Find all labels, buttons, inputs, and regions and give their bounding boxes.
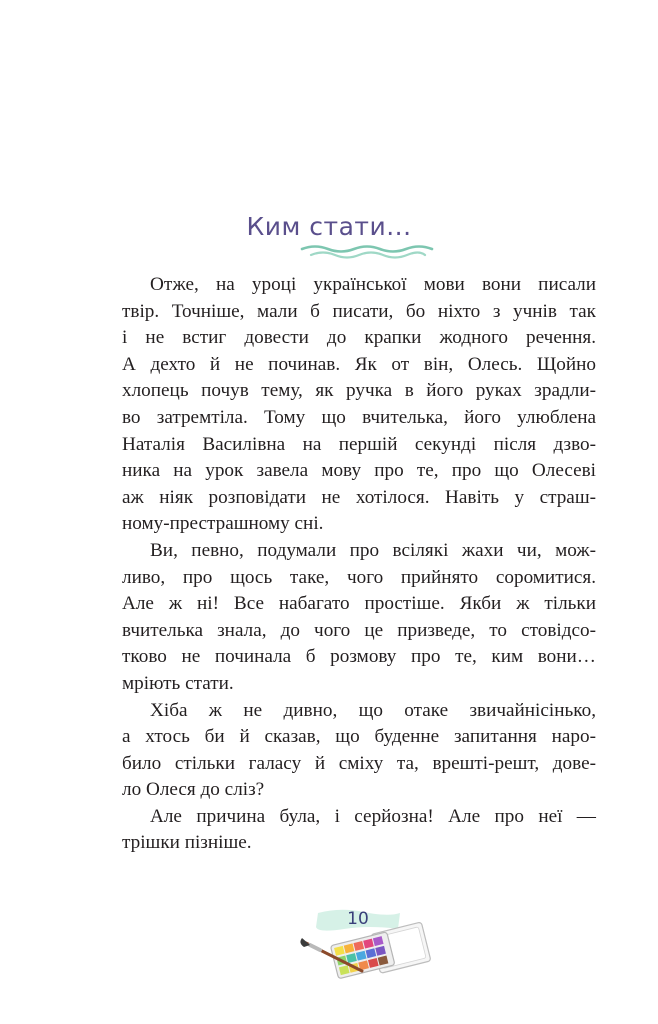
text-line: ливо, про щось таке, чого прийнято соромитися. — [122, 566, 596, 588]
body-text — [122, 272, 596, 857]
text-line: і не встиг довести до крапки жодного речення. — [122, 327, 596, 349]
text-line: ника на урок завела мову про те, про що Олесеві — [122, 460, 596, 482]
text-line: Хіба ж не дивно, що отаке звичайнісінько, — [150, 699, 596, 721]
page-number: 10 — [347, 909, 369, 929]
text-line: ло Олеся до сліз? — [122, 779, 265, 801]
text-line: Ви, певно, подумали про всілякі жахи чи, мож- — [150, 539, 596, 561]
chapter-title: Ким стати... — [246, 212, 412, 241]
text-line: тково не починала б розмову про те, ким вони… — [122, 646, 596, 668]
paragraph-3 — [122, 698, 596, 804]
text-line: било стільки галасу й сміху та, врешті-решт, дове- — [122, 752, 596, 774]
page-footer — [300, 905, 440, 985]
text-line: Наталія Василівна на першій секунді після дзво- — [122, 433, 596, 455]
paintbrush-icon — [300, 905, 440, 985]
text-line: во затремтіла. Тому що вчителька, його улюблена — [122, 406, 596, 428]
text-line: Але причина була, і серйозна! Але про неї — — [150, 805, 596, 827]
text-line: Але ж ні! Все набагато простіше. Якби ж тільки — [122, 593, 596, 615]
text-line: хлопець почув тему, як ручка в його руках зрадли- — [122, 380, 596, 402]
text-line: трішки пізніше. — [122, 832, 252, 854]
text-line: мріють стати. — [122, 672, 234, 694]
text-line: Отже, на уроці української мови вони писали — [150, 274, 596, 295]
title-underline-wave-icon — [297, 243, 437, 261]
text-line: вчителька знала, до чого це призведе, то стовідсо- — [122, 619, 596, 641]
paragraph-1 — [122, 272, 596, 538]
text-line: твір. Точніше, мали б писати, бо ніхто з учнів так — [122, 300, 596, 322]
text-line: ному-престрашному сні. — [122, 513, 324, 535]
text-line: А дехто й не починав. Як от він, Олесь. Щойно — [122, 353, 596, 375]
paragraph-4 — [122, 804, 596, 857]
paragraph-2 — [122, 538, 596, 698]
text-line: аж ніяк розповідати не хотілося. Навіть у страш- — [122, 486, 596, 508]
text-line: а хтось би й сказав, що буденне запитання наро- — [122, 726, 596, 748]
